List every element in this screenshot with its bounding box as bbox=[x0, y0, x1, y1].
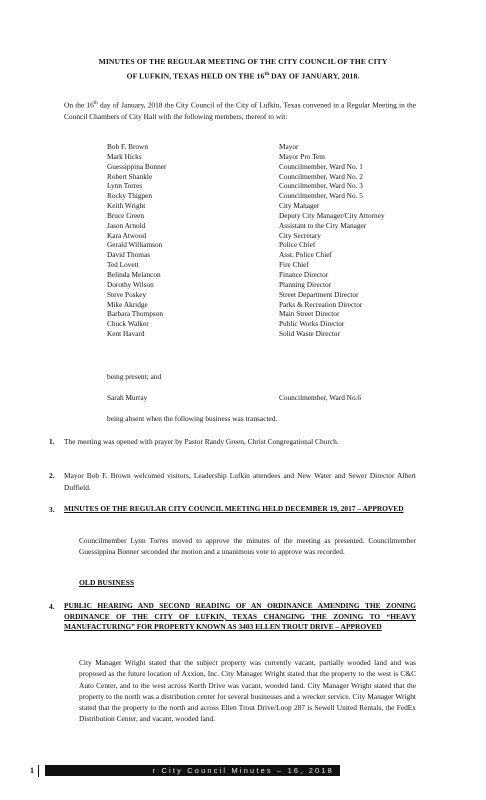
roster-row bbox=[107, 191, 417, 201]
attendee-roster bbox=[107, 142, 417, 339]
old-business-heading: OLD BUSINESS bbox=[79, 578, 135, 587]
being-absent-note: being absent when the following business was transacted. bbox=[107, 414, 278, 423]
attendee-name: Rocky Thigpen bbox=[107, 191, 153, 201]
attendee-name: Dorothy Wilson bbox=[107, 279, 154, 289]
attendee-name: Robert Shankle bbox=[107, 171, 153, 181]
attendee-title: Councilmember, Ward No. 1 bbox=[279, 161, 363, 171]
roster-row bbox=[107, 152, 417, 162]
attendee-title: Assistant to the City Manager bbox=[279, 220, 367, 230]
roster-row bbox=[107, 221, 417, 231]
roster-row bbox=[107, 211, 417, 221]
attendee-title: City Secretary bbox=[279, 230, 321, 240]
attendee-name: Kara Atwood bbox=[107, 230, 147, 240]
attendee-title: Mayor bbox=[279, 142, 299, 151]
intro-ordinal-suffix: th bbox=[93, 101, 98, 106]
attendee-name: Mark Hicks bbox=[107, 151, 142, 161]
item-heading: PUBLIC HEARING AND SECOND READING OF AN ORDINANCE AMENDING THE ZONING ORDINANCE OF THE CITY OF LUFKIN, TEXAS CHANGING THE ZONING TO “HEAVY MANUFACTURING” FOR PROPERTY KNOWN AS 3403 ELLEN TROUT DRIVE – APPROVED bbox=[64, 601, 416, 631]
attendee-name: Mike Akridge bbox=[107, 299, 148, 309]
roster-row bbox=[107, 172, 417, 182]
item-number: 4. bbox=[49, 602, 55, 611]
agenda-item-3 bbox=[49, 504, 416, 515]
attendee-name: Belinda Melancon bbox=[107, 269, 161, 279]
roster-row bbox=[107, 280, 417, 290]
attendee-name: Chuck Walker bbox=[107, 319, 149, 329]
roster-row bbox=[107, 319, 417, 329]
title-line-2-text: OF LUFKIN, TEXAS HELD ON THE 16 bbox=[126, 71, 265, 81]
absent-member-name: Sarah Murray bbox=[107, 393, 148, 402]
attendee-title: Police Chief bbox=[279, 240, 316, 250]
attendee-name: Keith Wright bbox=[107, 201, 146, 211]
roster-row bbox=[107, 201, 417, 211]
item-text: The meeting was opened with prayer by Pastor Randy Green, Christ Congregational Church. bbox=[64, 437, 339, 446]
attendee-title: Asst. Police Chief bbox=[279, 250, 332, 260]
footer-band: r City Council Minutes – 16, 2018 bbox=[45, 765, 340, 776]
agenda-item-4 bbox=[49, 601, 416, 633]
attendee-title: Mayor Pro Tem bbox=[279, 151, 325, 161]
agenda-item-2 bbox=[49, 470, 416, 493]
being-present-note: being present; and bbox=[107, 372, 162, 381]
attendee-name: Guessippina Bonner bbox=[107, 161, 167, 171]
attendee-title: Solid Waste Director bbox=[279, 329, 340, 339]
roster-row bbox=[107, 162, 417, 172]
absent-member-title: Councilmember, Ward No.6 bbox=[279, 393, 362, 402]
document-title bbox=[40, 55, 446, 83]
attendee-name: Bruce Green bbox=[107, 210, 145, 220]
attendee-name: Gerald Williamson bbox=[107, 240, 163, 250]
attendee-title: Finance Director bbox=[279, 269, 329, 279]
attendee-title: Parks & Recreation Director bbox=[279, 299, 363, 309]
item-number: 2. bbox=[49, 471, 55, 480]
attendee-name: Jason Arnold bbox=[107, 220, 146, 230]
attendee-title: City Manager bbox=[279, 201, 320, 211]
attendee-name: David Thomas bbox=[107, 250, 151, 260]
attendee-name: Steve Poskey bbox=[107, 289, 147, 299]
attendee-title: Planning Director bbox=[279, 279, 332, 289]
roster-row bbox=[107, 260, 417, 270]
title-line-2-end: DAY OF JANUARY, 2018. bbox=[269, 71, 360, 81]
intro-rest: day of January, 2018 the City Council of the City of Lufkin, Texas convened in a Regular Meeting in the Council Chambers of City Hall with the following members, thereof to wit: bbox=[64, 100, 416, 122]
attendee-title: Fire Chief bbox=[279, 260, 309, 270]
roster-row bbox=[107, 290, 417, 300]
item-number: 3. bbox=[49, 505, 55, 514]
attendee-name: Bob F. Brown bbox=[107, 142, 148, 151]
roster-row bbox=[107, 231, 417, 241]
attendee-title: Public Works Director bbox=[279, 319, 345, 329]
attendee-title: Main Street Director bbox=[279, 309, 340, 319]
footer-divider bbox=[38, 765, 39, 777]
roster-row bbox=[107, 181, 417, 191]
title-line-2 bbox=[40, 68, 446, 83]
attendee-title: Councilmember, Ward No. 3 bbox=[279, 181, 363, 191]
item-text: Mayor Bob F. Brown welcomed visitors, Leadership Lufkin attendees and New Water and Sewer Director Albert Duffield. bbox=[64, 471, 416, 492]
intro-start: On the 16 bbox=[64, 100, 94, 110]
page-number: 1 bbox=[30, 766, 34, 775]
attendee-name: Ted Lovett bbox=[107, 260, 139, 270]
roster-row bbox=[107, 329, 417, 339]
item-4-paragraph: City Manager Wright stated that the subject property was currently vacant, partially wooded land and was proposed as the future location of Axxion, Inc. City Manager Wright stated that the property to the west is C&C Auto Center, and to the west across Kurth Drive was vacant, wooded land. City Manager Wright stated that the property to the north was a distribution center for several businesses and a wrecker service. City Manager Wright stated that the property to the north and across Ellen Trout Drive/Loop 287 is Sewell United Rentals, the FedEx Distribution Center, and vacant, wooded land. bbox=[79, 658, 416, 724]
roster-row bbox=[107, 142, 417, 152]
attendee-name: Kent Havard bbox=[107, 329, 145, 339]
attendee-title: Deputy City Manager/City Attorney bbox=[279, 210, 385, 220]
absent-member-row bbox=[107, 393, 417, 402]
roster-row bbox=[107, 270, 417, 280]
intro-paragraph bbox=[64, 98, 416, 123]
title-line-1: MINUTES OF THE REGULAR MEETING OF THE CITY COUNCIL OF THE CITY bbox=[98, 57, 388, 66]
roster-row bbox=[107, 240, 417, 250]
item-number: 1. bbox=[49, 437, 55, 446]
item-heading: MINUTES OF THE REGULAR CITY COUNCIL MEETING HELD DECEMBER 19, 2017 – APPROVED bbox=[64, 504, 404, 513]
attendee-name: Barbara Thompson bbox=[107, 309, 163, 319]
roster-row bbox=[107, 300, 417, 310]
page-footer bbox=[0, 765, 486, 779]
attendee-name: Lynn Torres bbox=[107, 181, 143, 191]
title-ordinal-suffix: th bbox=[264, 72, 270, 77]
roster-row bbox=[107, 309, 417, 319]
attendee-title: Councilmember, Ward No. 5 bbox=[279, 191, 363, 201]
agenda-item-1 bbox=[49, 436, 416, 448]
attendee-title: Street Department Director bbox=[279, 289, 359, 299]
attendee-title: Councilmember, Ward No. 2 bbox=[279, 171, 363, 181]
item-3-paragraph: Councilmember Lynn Torres moved to approve the minutes of the meeting as presented. Councilmember Guessippina Bonner seconded the motion and a unanimous vote to approve was recorded. bbox=[79, 536, 416, 557]
roster-row bbox=[107, 250, 417, 260]
